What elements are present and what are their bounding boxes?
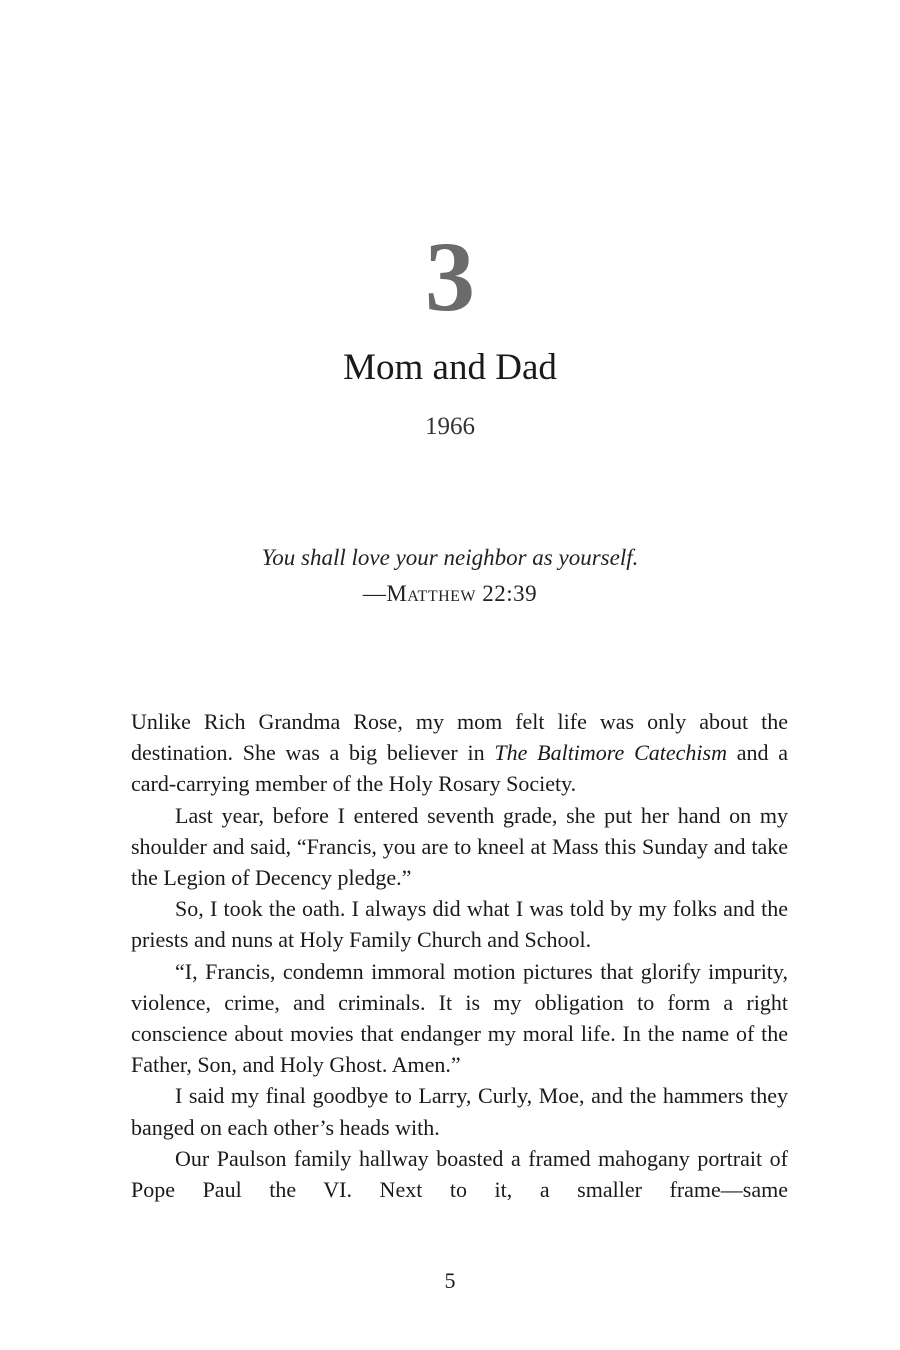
- book-title: The Baltimore Catechism: [494, 740, 727, 766]
- page-number: 5: [444, 1268, 456, 1293]
- paragraph: Last year, before I entered seventh grade, she put her hand on my shoulder and said, “Francis, you are to kneel at Mass this Sunday and take the Legion of Decency pledge.”: [131, 802, 788, 891]
- paragraph: Unlike Rich Grandma Rose, my mom felt life was only about the destination. She was a big believer in The Baltimore Catechism and a card-carrying member of the Holy Rosary Society.: [131, 709, 788, 797]
- body-text: [131, 706, 788, 1205]
- chapter-year: 1966: [425, 413, 475, 440]
- chapter-title: Mom and Dad: [343, 347, 557, 388]
- paragraph: “I, Francis, condemn immoral motion pictures that glorify impurity, violence, crime, and criminals. It is my obligation to form a right conscience about movies that endanger my moral life. In the name of the Father, Son, and Holy Ghost. Amen.”: [131, 958, 788, 1078]
- epigraph-quote: You shall love your neighbor as yourself.: [261, 545, 639, 570]
- epigraph: [0, 540, 900, 612]
- paragraph: So, I took the oath. I always did what I was told by my folks and the priests and nuns at Holy Family Church and School.: [131, 896, 788, 953]
- chapter-number: 3: [425, 221, 475, 332]
- paragraph: I said my final goodbye to Larry, Curly, Moe, and the hammers they banged on each other’s heads with.: [131, 1083, 788, 1140]
- epigraph-attribution: —Matthew 22:39: [362, 581, 538, 606]
- paragraph: Our Paulson family hallway boasted a framed mahogany portrait of Pope Paul the VI. Next to it, a smaller frame—same: [131, 1145, 788, 1203]
